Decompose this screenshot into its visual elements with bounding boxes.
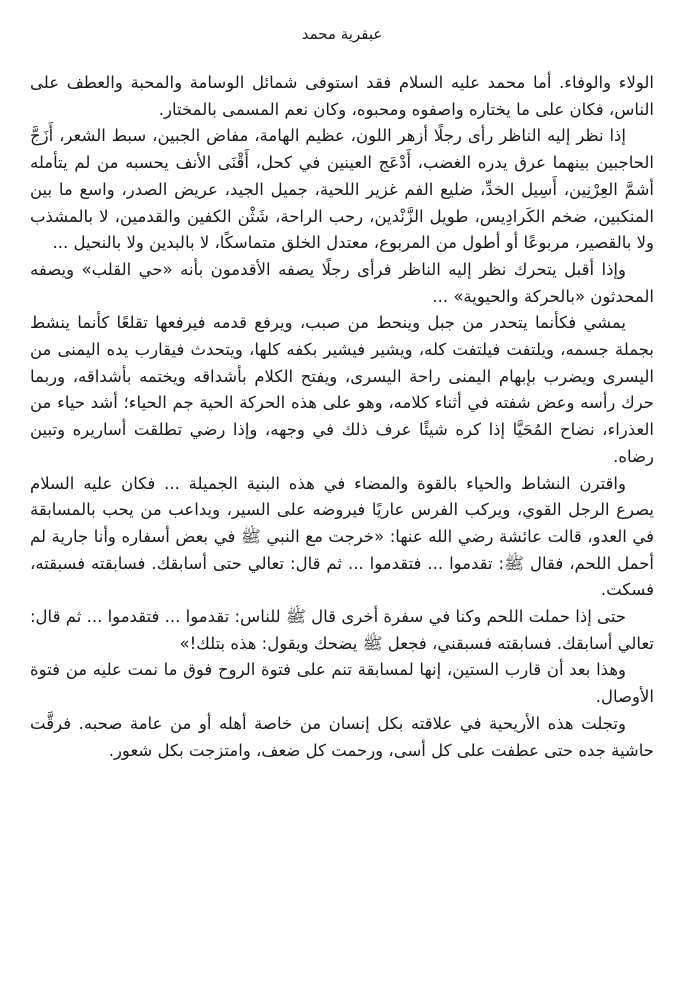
running-header: عبقرية محمد [301,25,383,43]
paragraph: إذا نظر إليه الناظر رأى رجلًا أزهر اللون، عظيم الهامة، مفاض الجبين، سبط الشعر، أَزَجَّ الحاجبين بينهما عرق يدره الغضب، أَدْعَج العينين في كحل، أَقْنَى الأنف يحسبه من لم يتأمله أشمَّ العِرْنِين، أَسِيل الخدِّ، ضليع الفم غزير اللحية، جميل الجيد، عريض الصدر، واسع ما بين المنكبين، ضخم الكَرادِيس، طويل الزَّنْدين، رحب الراحة، شَثْن الكفين والقدمين، لا بالمشذب ولا بالقصير، مربوعًا أو أطول من المربوع، معتدل الخلق متماسكًا، لا بالبدين ولا بالنحيل ... [30,126,654,253]
paragraph: حتى إذا حملت اللحم وكنا في سفرة أخرى قال ﷺ للناس: تقدموا ... فتقدموا ... ثم قال: تعالي أسابقك. فسابقته فسبقني، فجعل ﷺ يضحك ويقول: هذه بتلك!» [30,607,654,653]
paragraph: واقترن النشاط والحياء بالقوة والمضاء في هذه البنية الجميلة ... فكان عليه السلام يصرع الرجل القوي، ويركب الفرس عاريًا فيروضه على السير، ويداعب من يحب بالمسابقة في العدو، قالت عائشة رضي الله عنها: «خرجت مع النبي ﷺ في بعض أسفاره وأنا جارية لم أحمل اللحم، فقال ﷺ: تقدموا ... فتقدموا ... ثم قال: تعالي حتى أسابقك. فسابقته فسبقته، فسكت. [30,473,654,600]
document-page [30,0,654,1000]
paragraph: وإذا أقبل يتحرك نظر إليه الناظر فرأى رجلًا يصفه الأقدمون بأنه «حي القلب» ويصفه المحدثون «بالحركة والحيوية» ... [30,259,654,306]
paragraph: يمشي فكأنما يتحدر من جبل وينحط من صبب، ويرفع قدمه فيرفعها تقلعًا كأنما ينشط بجملة جسمه، ويلتفت فيلتفت كله، ويشير فيشير بكفه كلها، ويتحدث فيقارب يده اليمنى من اليسرى ويضرب بإبهام اليمنى راحة اليسرى، ويفتح الكلام بأشداقه ويختمه بأشداقه، وربما حرك رأسه وعض شفته في أثناء كلامه، وهو على هذه الحركة الحية جم الحياء؛ أشد حياء من العذراء، نضاح المُحَيَّا إذا كره شيئًا عرف ذلك في وجهه، وإذا رضي تطلقت أساريره وتبين رضاه. [30,313,654,466]
paragraph: الولاء والوفاء. أما محمد عليه السلام فقد استوفى شمائل الوسامة والمحبة والعطف على الناس، فكان على ما يختاره واصفوه ومحبوه، وكان نعم المسمى بالمختار. [30,73,654,119]
paragraph: وهذا بعد أن قارب الستين، إنها لمسابقة تنم على فتوة الروح فوق ما نمت عليه من فتوة الأوصال. [30,660,654,707]
paragraph: وتجلت هذه الأريحية في علاقته بكل إنسان من خاصة أهله أو من عامة صحبه. فرقَّت حاشية جده حتى عطفت على كل أسى، ورحمت كل ضعف، وامتزجت بكل شعور. [30,713,654,760]
document-body [30,70,654,764]
